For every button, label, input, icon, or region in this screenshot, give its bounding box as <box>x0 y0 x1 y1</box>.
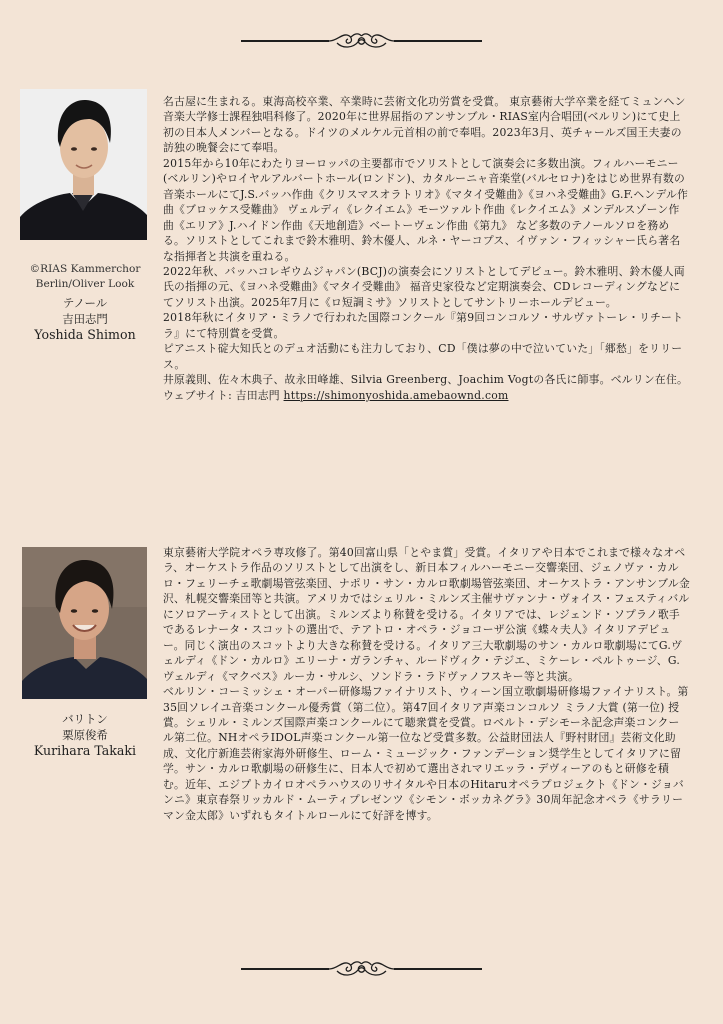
performer-name-ja: 吉田志門 <box>62 312 108 326</box>
bio-paragraph: 井原義則、佐々木典子、故永田峰雄、Silvia Greenberg、Joachim Vogtの各氏に師事。ベルリン在住。 <box>163 373 689 387</box>
photo-credit: ©RIAS Kammerchor Berlin/Oliver Look <box>29 263 141 290</box>
performer-name-ja: 栗原俊希 <box>62 728 108 742</box>
bio-paragraph: 2022年秋、バッハコレギウムジャパン(BCJ)の演奏会にソリストとしてデビュー。鈴木雅明、鈴木優人両氏の指揮の元、《ヨハネ受難曲》《マタイ受難曲》 福音史家役など定期演奏会、CDレコーディングなどにてソリスト出演。2025年7月に《ロ短調ミサ》ソリストとしてサントリーホールデビュー。 <box>163 264 685 309</box>
performer-role: バリトン <box>62 712 108 726</box>
ornament-divider-icon <box>241 958 482 980</box>
performer-caption-baritone <box>16 711 154 759</box>
website-label: ウェブサイト: 吉田志門 <box>163 388 284 402</box>
performer-bio-tenor <box>163 94 690 403</box>
website-line <box>163 388 690 403</box>
bio-paragraph: 名古屋に生まれる。東海高校卒業、卒業時に芸術文化功労賞を受賞。 東京藝術大学卒業を経てミュンヘン音楽大学修士課程独唱科修了。2020年に世界屈指のアンサンブル・RIAS室内合唱団(ベルリン)にて史上初の日本人メンバーとなる。ドイツのメルケル元首相の前で奉唱。2023年3月、英チャールズ国王夫妻の訪独の晩餐会にて奉唱。 <box>163 95 686 155</box>
bio-paragraph: 2018年秋にイタリア・ミラノで行われた国際コンクール『第9回コンコルソ・サルヴァトーレ・リチートラ』にて特別賞を受賞。 <box>163 311 684 340</box>
performer-bio-baritone <box>163 545 690 823</box>
performer-role: テノール <box>62 296 108 310</box>
performer-photo-tenor <box>20 89 147 240</box>
performer-name-en: Yoshida Shimon <box>34 327 136 342</box>
bio-paragraph: ピアニスト碇大知氏とのデュオ活動にも注力しており、CD「僕は夢の中で泣いていた」「郷愁」をリリース。 <box>163 342 683 371</box>
website-link[interactable]: https://shimonyoshida.amebaownd.com <box>283 388 509 402</box>
performer-name-en: Kurihara Takaki <box>33 743 137 758</box>
ornament-divider-icon <box>241 30 482 52</box>
performer-photo-baritone <box>22 547 147 699</box>
bio-paragraph: ベルリン・コーミッシェ・オーパー研修場ファイナリスト、ウィーン国立歌劇場研修場ファイナリスト。第35回ソレイユ音楽コンクール優秀賞（第二位）。第47回イタリア声楽コンコルソ ミラノ大賞 (第一位) 授賞。シェリル・ミルンズ国際声楽コンクールにて聴衆賞を受賞。ロベルト・デシモーネ記念声楽コンクール第二位。NHオペラIDOL声楽コンクール第一位など受賞多数。公益財団法人『野村財団』芸術文化助成、文化庁新進芸術家海外研修生、ローム・ミュージック・ファンデーション奨学生としてイタリアに留学。サン・カルロ歌劇場の研修生に、日本人で初めて選出されマリエッラ・デヴィーアのもと研修を積む。近年、エジプトカイロオペラハウスのリサイタルや日本のHitaruオペラプロジェクト《ドン・ジョバンニ》東京春祭リッカルド・ムーティプレゼンツ《シモン・ボッカネグラ》30周年記念オペラ《サラリーマン金太郎》いずれもタイトルロールにて好評を博す。 <box>163 685 689 822</box>
bio-paragraph: 2015年から10年にわたりヨーロッパの主要都市でソリストとして演奏会に多数出演。フィルハーモニー(ベルリン)やロイヤルアルバートホール(ロンドン)、カタルーニャ音楽堂(バルセロナ)をはじめ世界有数の音楽ホールにてJ.S.バッハ作曲《クリスマスオラトリオ》《マタイ受難曲》《ヨハネ受難曲》G.F.ヘンデル作曲《ブロッケス受難曲》 ヴェルディ《レクイエム》モーツァルト作曲《レクイエム》メンデルスゾーン作曲《エリア》J.ハイドン作曲《天地創造》ベートーヴェン作曲《第九》 など多数のテノールソロを務める。ソリストとしてこれまで鈴木雅明、鈴木優人、ルネ・ヤーコプス、イヴァン・フィッシャー氏ら著名な指揮者と共演を重ねる。 <box>163 156 689 263</box>
performer-caption-tenor <box>16 262 154 343</box>
bio-paragraph: 東京藝術大学院オペラ専攻修了。第40回富山県「とやま賞」受賞。イタリアや日本でこれまで様々なオペラ、オーケストラ作品のソリストとして出演をし、新日本フィルハーモニー交響楽団、ジェノヴァ・カルロ・フェリーチェ歌劇場管弦楽団、ナポリ・サン・カルロ歌劇場管弦楽団、オーケストラ・アンサンブル金沢、札幌交響楽団等と共演。アメリカではシェリル・ミルンズ主催サヴァンナ・ヴォイス・フェスティバルにソロアーティストとして出演。ミルンズより称賛を受ける。イタリアでは、レジェンド・ソプラノ歌手であるレナータ・スコットの選出で、テアトロ・オペラ・ジョコーザ公演《蝶々夫人》イタリアデビュー。同じく演出のスコットより大きな称賛を受ける。イタリア三大歌劇場のサン・カルロ歌劇場にてG.ヴェルディ《ドン・カルロ》エリーナ・ガランチャ、ルードヴィク・テジエ、ミケーレ・ペルトゥージ、G.ヴェルディ《マクベス》ルーカ・サルシ、ソンドラ・ラドヴァノフスキー等と共演。 <box>163 546 691 683</box>
